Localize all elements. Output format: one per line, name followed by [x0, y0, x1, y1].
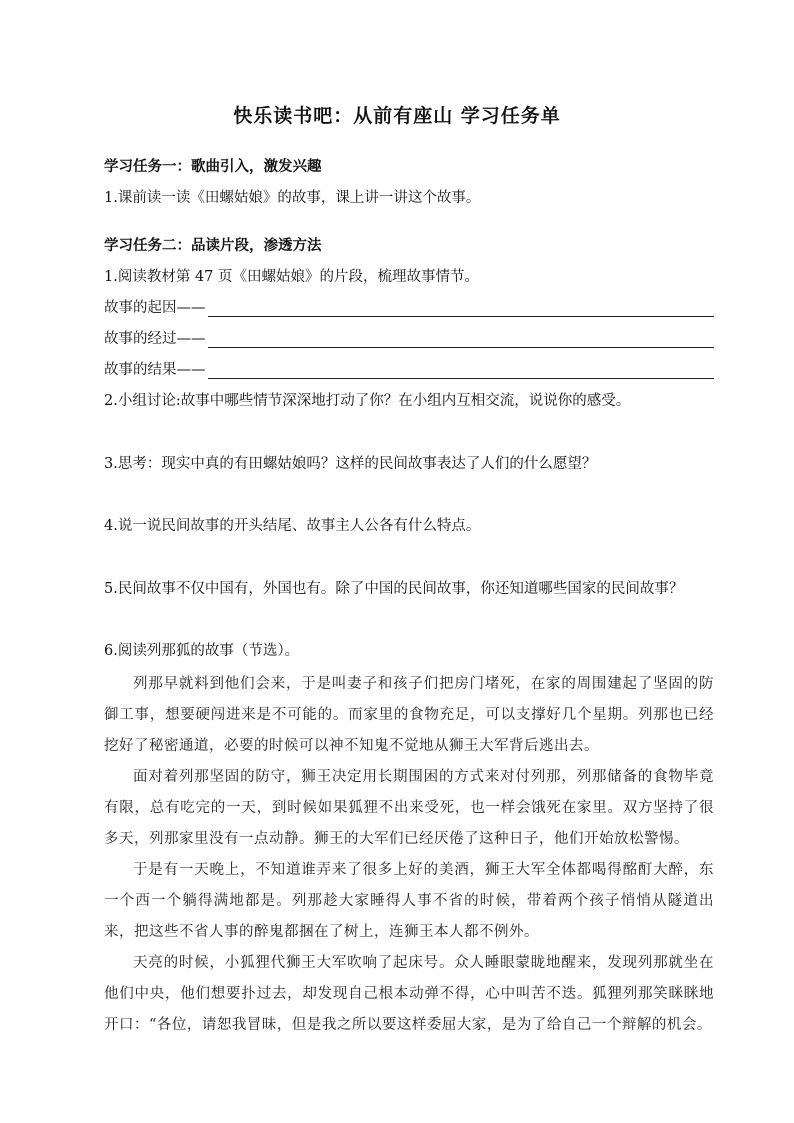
story-excerpt: [104, 669, 714, 1041]
story-paragraph: 列那早就料到他们会来，于是叫妻子和孩子们把房门堵死，在家的周围建起了坚固的防御工事，想要硬闯进来是不可能的。而家里的食物充足，可以支撑好几个星期。列那也已经挖好了秘密通道，必要的时候可以神不知鬼不觉地从狮王大军背后逃出去。: [104, 676, 714, 754]
page-title: 快乐读书吧：从前有座山 学习任务单: [233, 105, 561, 127]
task2-item6: 6.阅读列那狐的故事（节选）。: [104, 643, 300, 659]
task2-heading: 学习任务二：品读片段，渗透方法: [104, 238, 322, 254]
story-paragraph: 于是有一天晚上，不知道谁弄来了很多上好的美酒，狮王大军全体都喝得酩酊大醉，东一个西一个躺得满地都是。列那趁大家睡得人事不省的时候，带着两个孩子悄悄从隧道出来，把这些不省人事的醉鬼都捆在了树上，连狮王本人都不例外。: [104, 862, 714, 940]
story-process-label: 故事的经过——: [104, 331, 206, 347]
task2-item3: 3.思考：现实中真的有田螺姑娘吗？这样的民间故事表达了人们的什么愿望？: [104, 456, 597, 472]
story-paragraph: 天亮的时候，小狐狸代狮王大军吹响了起床号。众人睡眼蒙眬地醒来，发现列那就坐在他们中央，他们想要扑过去，却发现自己根本动弹不得，心中叫苦不迭。狐狸列那笑眯眯地开口：“各位，请恕我冒昧，但是我之所以要这样委屈大家，是为了给自己一个辩解的机会。: [104, 955, 714, 1033]
task2-item5: 5.民间故事不仅中国有，外国也有。除了中国的民间故事，你还知道哪些国家的民间故事？: [104, 581, 684, 597]
story-cause-blank[interactable]: [208, 302, 715, 317]
story-result-blank[interactable]: [208, 364, 715, 379]
task2-item1: 1.阅读教材第 47 页《田螺姑娘》的片段，梳理故事情节。: [104, 269, 480, 285]
task2-item2: 2.小组讨论:故事中哪些情节深深地打动了你？在小组内互相交流，说说你的感受。: [104, 393, 631, 409]
task1-item1: 1.课前读一读《田螺姑娘》的故事，课上讲一讲这个故事。: [104, 190, 481, 206]
story-cause-label: 故事的起因——: [104, 300, 206, 316]
story-result-row: [104, 358, 714, 379]
task2-item4: 4.说一说民间故事的开头结尾、故事主人公各有什么特点。: [104, 518, 481, 534]
task1-heading: 学习任务一：歌曲引入，激发兴趣: [104, 159, 322, 175]
story-process-blank[interactable]: [208, 333, 715, 348]
story-process-row: [104, 327, 714, 348]
story-paragraph: 面对着列那坚固的防守，狮王决定用长期围困的方式来对付列那，列那储备的食物毕竟有限，总有吃完的一天，到时候如果狐狸不出来受死，也一样会饿死在家里。双方坚持了很多天，列那家里没有一点动静。狮王的大军们已经厌倦了这种日子，他们开始放松警惕。: [104, 769, 714, 847]
story-result-label: 故事的结果——: [104, 362, 206, 378]
story-cause-row: [104, 296, 714, 317]
